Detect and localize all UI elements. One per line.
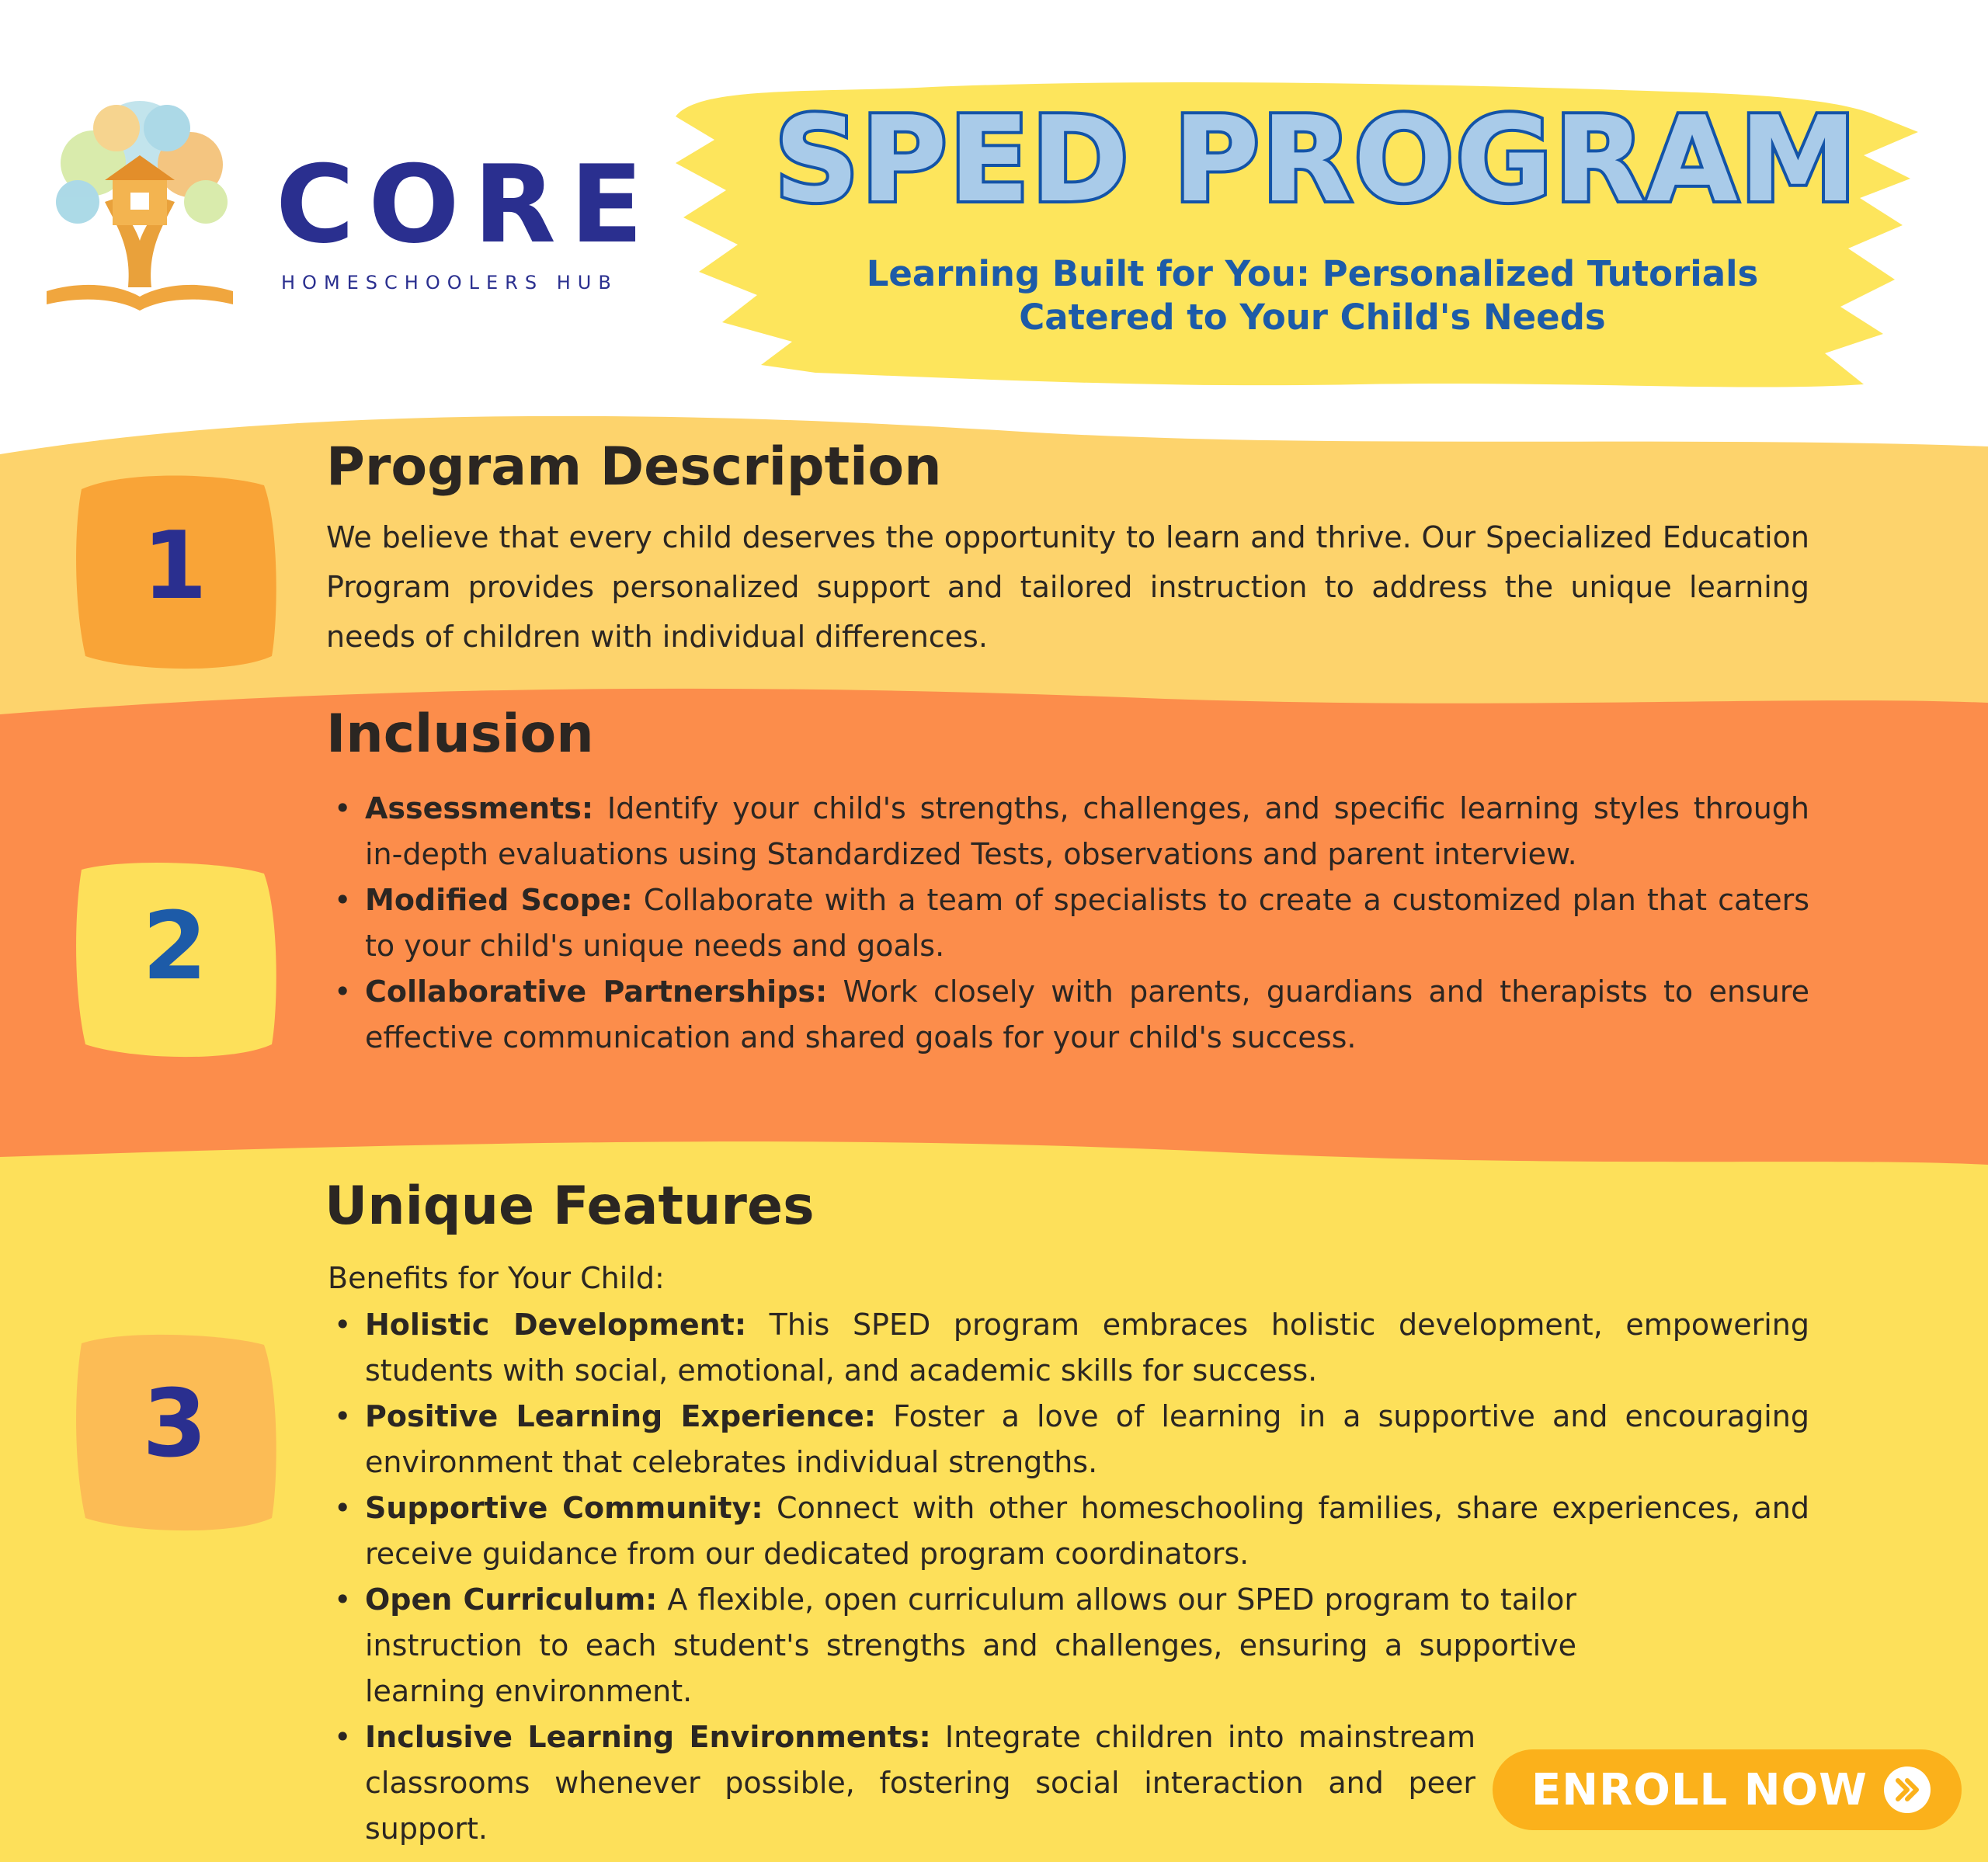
- enroll-now-button[interactable]: [1493, 1749, 1962, 1830]
- page-subtitle: [777, 252, 1848, 339]
- list-item-text: This SPED program embraces holistic development, empowering students with social, emotional, and academic skills for success.: [365, 1308, 1810, 1388]
- section-2-number: 2: [142, 893, 207, 1001]
- treehouse-book-icon: [31, 93, 248, 326]
- list-item: [365, 877, 1809, 969]
- list-item-term: Modified Scope:: [365, 883, 633, 917]
- list-item-text: A flexible, open curriculum allows our SPED program to tailor instruction to each student's strengths and challenges, ensuring a supportive learning environment.: [365, 1582, 1576, 1708]
- list-item-text: Work closely with parents, guardians and therapists to ensure effective communication and shared goals for your child's success.: [365, 974, 1809, 1054]
- list-item-text: Collaborate with a team of specialists to create a customized plan that caters to your child's unique needs and goals.: [365, 883, 1809, 963]
- double-chevron-right-icon: [1884, 1766, 1931, 1813]
- list-item-term: Positive Learning Experience:: [365, 1399, 877, 1433]
- list-item-term: Open Curriculum:: [365, 1582, 658, 1617]
- list-item: [365, 1394, 1809, 1485]
- list-item-term: Inclusive Learning Environments:: [365, 1720, 931, 1754]
- list-item-term: Assessments:: [365, 791, 594, 825]
- section-3-heading: Unique Features: [325, 1176, 815, 1237]
- list-item: [365, 1485, 1809, 1577]
- list-item-term: Collaborative Partnerships:: [365, 974, 828, 1009]
- list-item-text: Foster a love of learning in a supportive and encouraging environment that celebrates individual strengths.: [365, 1399, 1809, 1479]
- section-1-number: 1: [142, 512, 207, 620]
- inclusion-list: [326, 786, 1809, 1061]
- list-item-text: Connect with other homeschooling families, share experiences, and receive guidance from our dedicated program coordinators.: [365, 1491, 1809, 1571]
- section-1-heading: Program Description: [326, 436, 942, 498]
- list-item-term: Holistic Development:: [365, 1308, 747, 1342]
- brand-tagline: HOMESCHOOLERS HUB: [281, 272, 618, 294]
- subtitle-line-2: Catered to Your Child's Needs: [1019, 297, 1606, 338]
- list-item: [365, 1714, 1475, 1852]
- enroll-now-label: ENROLL NOW: [1531, 1764, 1868, 1815]
- benefits-intro: Benefits for Your Child:: [328, 1261, 665, 1295]
- list-item: [365, 969, 1809, 1061]
- list-item: [365, 1577, 1576, 1714]
- list-item-term: Supportive Community:: [365, 1491, 763, 1525]
- subtitle-line-1: Learning Built for You: Personalized Tutorials: [866, 253, 1759, 294]
- list-item: [365, 1302, 1809, 1394]
- list-item-text: Integrate children into mainstream classrooms whenever possible, fostering social interaction and peer support.: [365, 1720, 1476, 1846]
- list-item: [365, 786, 1809, 877]
- page-title: SPED PROGRAM: [773, 91, 1859, 228]
- section-3-number: 3: [142, 1370, 207, 1478]
- section-2-heading: Inclusion: [326, 703, 594, 765]
- brand-name: CORE: [276, 142, 658, 267]
- brand-logo: [31, 93, 248, 326]
- list-item-text: Identify your child's strengths, challenges, and specific learning styles through in-depth evaluations using Standardized Tests, observations and parent interview.: [365, 791, 1809, 871]
- section-1-body: We believe that every child deserves the opportunity to learn and thrive. Our Specialized Education Program provides personalized support and tailored instruction to address the unique learning needs of children with individual differences.: [326, 520, 1809, 654]
